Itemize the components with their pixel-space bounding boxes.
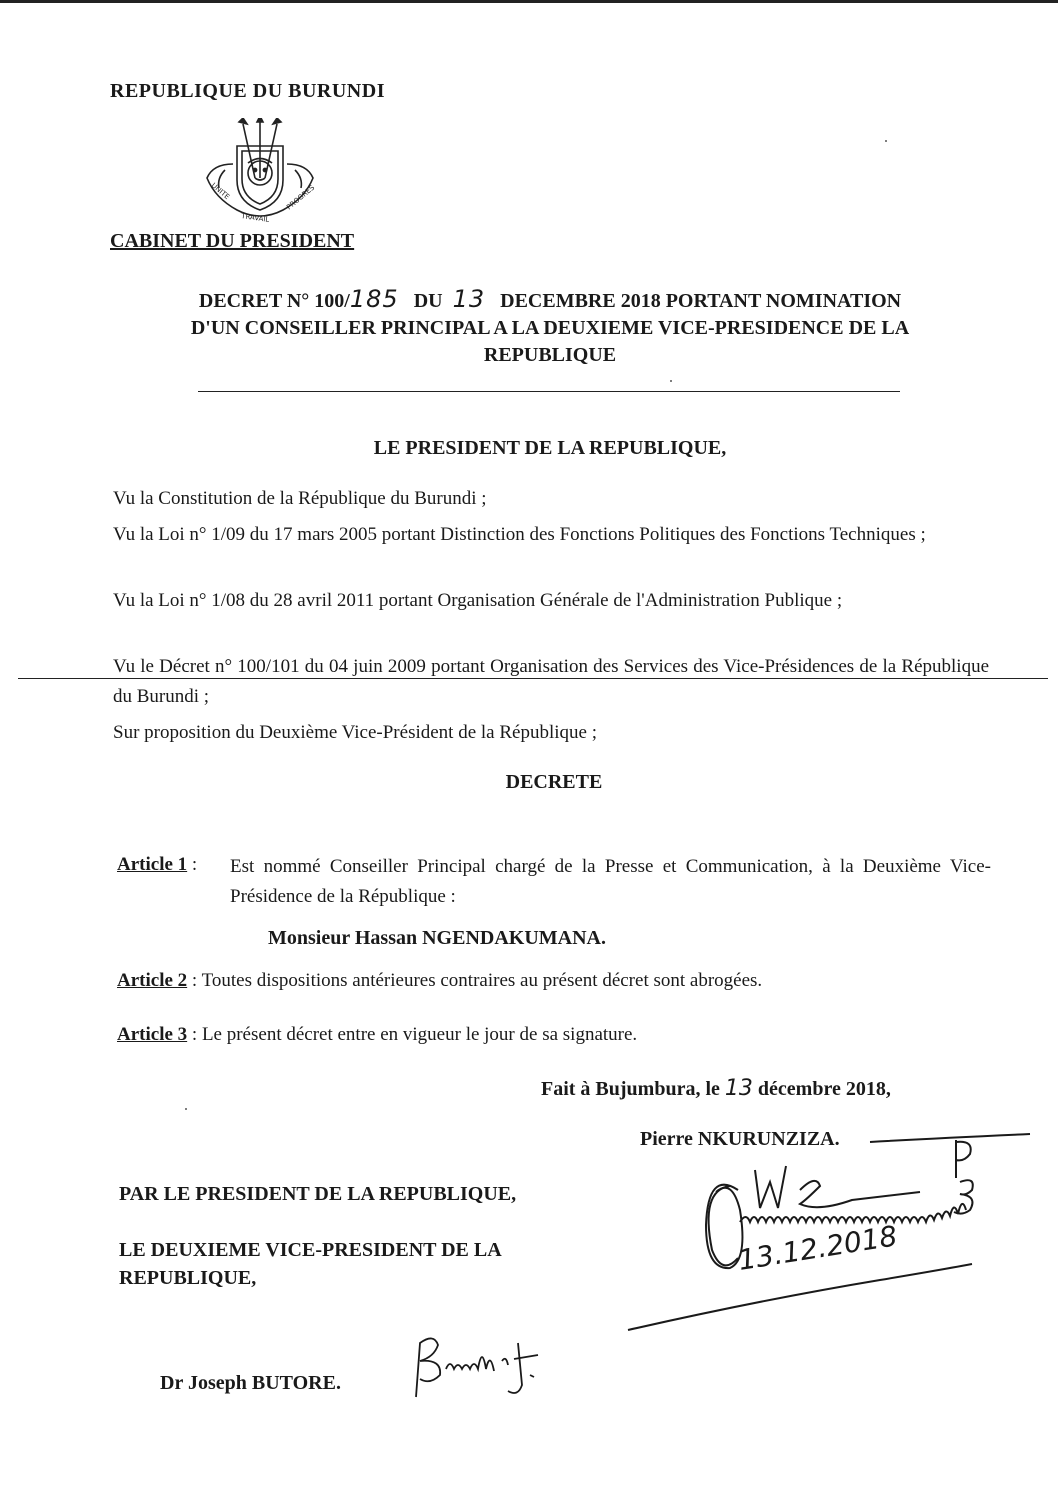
article-1-label: [117, 854, 197, 876]
svg-text:PROGRES: PROGRES: [285, 183, 317, 212]
place-and-date: [541, 1076, 891, 1101]
decree-title-line1-rest: DECEMBRE 2018 PORTANT NOMINATION: [500, 290, 902, 312]
president-name: Pierre NKURUNZIZA.: [640, 1128, 840, 1150]
fait-suffix: décembre 2018,: [757, 1078, 891, 1100]
article-separator: :: [187, 1024, 202, 1045]
article-label: Article 2: [117, 970, 188, 991]
decree-title-line-1: [110, 286, 990, 315]
article-separator: :: [187, 854, 198, 875]
decree-title-line-3: REPUBLIQUE: [483, 344, 617, 366]
scan-speck: [185, 1108, 187, 1110]
handwritten-decree-number: 185: [349, 285, 399, 313]
article-text: Le présent décret entre en vigueur le jour de sa signature.: [201, 1024, 638, 1045]
decree-title: [110, 286, 990, 369]
article-separator: :: [187, 970, 202, 991]
vice-president-title: LE DEUXIEME VICE-PRESIDENT DE LA REPUBLIQUE,: [119, 1239, 501, 1289]
article-label: Article 1: [117, 854, 188, 875]
preamble-item: Sur proposition du Deuxième Vice-Président de la République ;: [113, 722, 597, 743]
article-3: [117, 1024, 637, 1046]
president-heading: LE PRESIDENT DE LA REPUBLIQUE,: [373, 437, 727, 459]
preamble-item: Vu la Loi n° 1/09 du 17 mars 2005 portant Distinction des Fonctions Politiques des Fonctions Techniques ;: [113, 524, 926, 545]
preamble-item: Vu la Constitution de la République du Burundi ;: [113, 488, 487, 509]
decree-title-line-2: D'UN CONSEILLER PRINCIPAL A LA DEUXIEME VICE-PRESIDENCE DE LA: [190, 317, 910, 339]
decree-title-du: DU: [413, 290, 443, 312]
nominee-name: Monsieur Hassan NGENDAKUMANA.: [268, 927, 606, 949]
svg-text:UNITE: UNITE: [209, 181, 232, 202]
handwritten-decree-day: 13: [452, 285, 486, 313]
cabinet-heading: CABINET DU PRESIDENT: [110, 230, 355, 252]
fait-prefix: Fait à Bujumbura, le: [541, 1078, 720, 1100]
decree-title-prefix: DECRET N° 100/: [198, 290, 350, 312]
article-label: Article 3: [117, 1024, 188, 1045]
coat-of-arms-emblem: [195, 118, 325, 230]
vice-president-signature: [390, 1325, 570, 1405]
scan-strike-line: [18, 678, 1048, 679]
scan-top-edge: [0, 0, 1058, 3]
svg-text:TRAVAIL: TRAVAIL: [240, 212, 270, 224]
preamble-item: Vu le Décret n° 100/101 du 04 juin 2009 portant Organisation des Services des Vice-Présidences de la République du Burundi ;: [113, 656, 989, 707]
article-1-text: Est nommé Conseiller Principal chargé de la Presse et Communication, à la Deuxième Vice-Présidence de la République :: [230, 856, 991, 907]
president-signature: [620, 1130, 1040, 1340]
decrete-heading: DECRETE: [505, 771, 603, 793]
title-divider: [198, 391, 900, 392]
scan-speck: [885, 140, 887, 142]
vice-president-name: Dr Joseph BUTORE.: [160, 1372, 341, 1394]
handwritten-signing-day: 13: [724, 1076, 753, 1101]
par-le-president: PAR LE PRESIDENT DE LA REPUBLIQUE,: [119, 1183, 517, 1205]
signature-date: 13.12.2018: [735, 1219, 900, 1277]
article-text: Toutes dispositions antérieures contraires au présent décret sont abrogées.: [201, 970, 763, 991]
scan-speck: [670, 380, 672, 382]
republic-heading: REPUBLIQUE DU BURUNDI: [110, 80, 385, 102]
article-2: [117, 970, 762, 992]
preamble-item: Vu la Loi n° 1/08 du 28 avril 2011 portant Organisation Générale de l'Administration Publique ;: [113, 590, 843, 611]
